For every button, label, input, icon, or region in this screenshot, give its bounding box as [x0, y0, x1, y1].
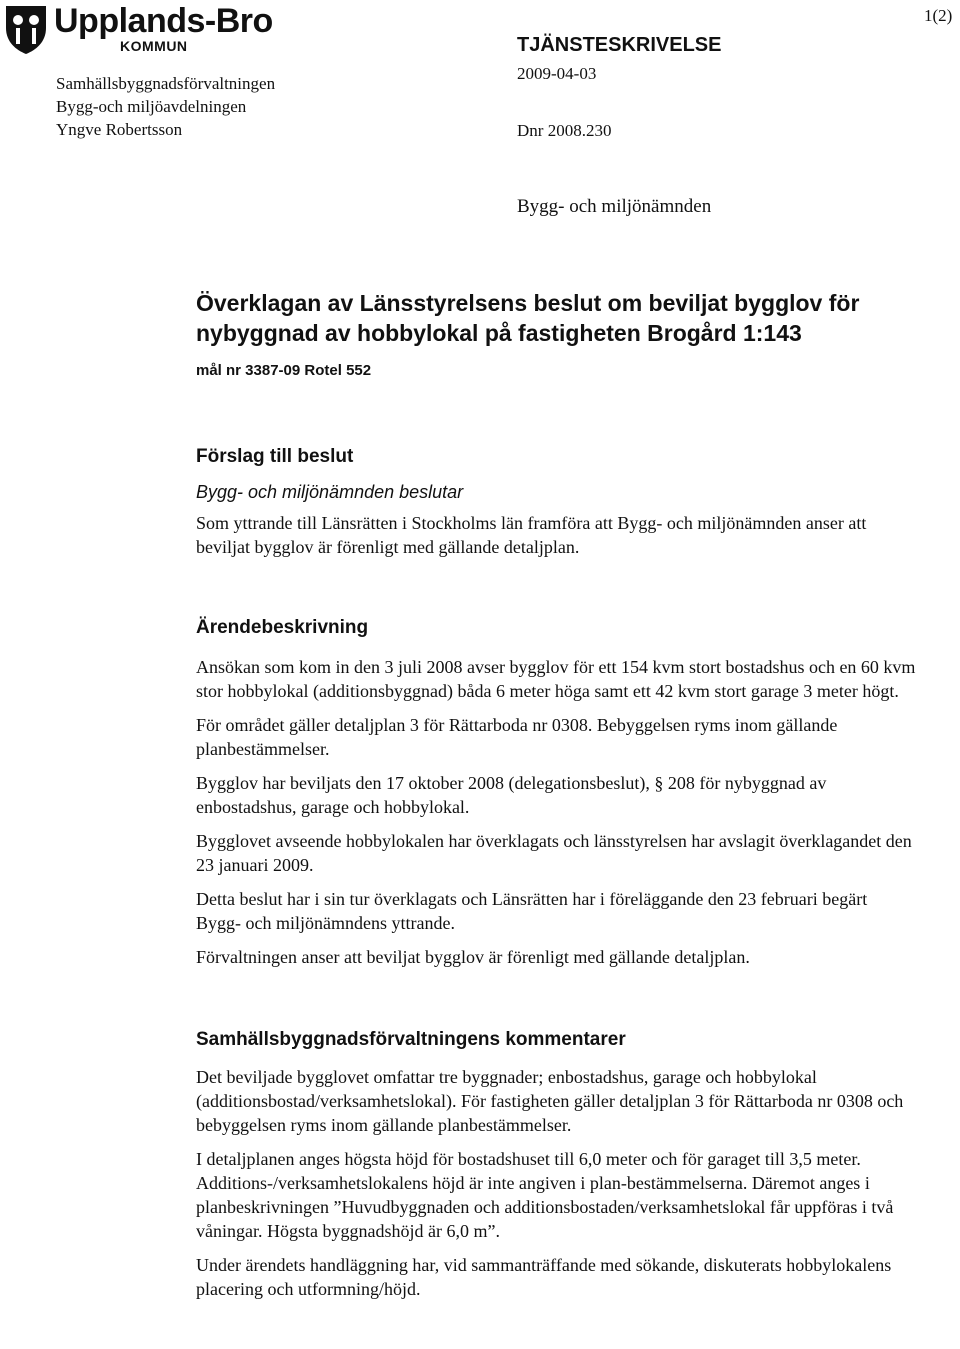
logo-subtitle: KOMMUN — [120, 38, 188, 54]
proposal-section — [196, 446, 916, 559]
logo-wordmark: Upplands-Bro — [54, 2, 273, 40]
coat-of-arms-icon — [2, 4, 50, 54]
page-number: 1(2) — [924, 6, 953, 25]
comments-paragraph: Under ärendets handläggning har, vid sammanträffande med sökande, diskuterats hobbylokalens placering och utformning/höjd. — [196, 1255, 892, 1299]
org-line: Samhällsbyggnadsförvaltningen — [56, 74, 276, 93]
description-paragraph: Detta beslut har i sin tur överklagats och Länsrätten har i föreläggande den 23 februari begärt Bygg- och miljönämndens yttrande. — [196, 889, 868, 933]
comments-paragraph: Det beviljade bygglovet omfattar tre byggnader; enbostadshus, garage och hobbylokal (additionsbostad/verksamhetslokal). För fastigheten gäller detaljplan 3 för Rättarboda nr 0308 och bebyggelsen ryms inom gällande planbestämmelser. — [196, 1067, 904, 1135]
case-number: mål nr 3387-09 Rotel 552 — [196, 362, 372, 379]
org-line: Bygg-och miljöavdelningen — [56, 97, 247, 116]
description-paragraph: För området gäller detaljplan 3 för Rättarboda nr 0308. Bebyggelsen ryms inom gällande planbestämmelser. — [196, 715, 838, 759]
title-block — [196, 288, 916, 379]
document-number: Dnr 2008.230 — [517, 121, 612, 140]
comments-heading: Samhällsbyggnadsförvaltningens kommentarer — [196, 1029, 626, 1050]
org-line: Yngve Robertsson — [56, 120, 183, 139]
document-title: Överklagan av Länsstyrelsens beslut om beviljat bygglov för nybyggnad av hobbylokal på fastigheten Brogård 1:143 — [196, 290, 860, 346]
comments-paragraph: I detaljplanen anges högsta höjd för bostadshuset till 6,0 meter och för garaget till 3,5 meter. Additions-/verksamhetslokalens höjd är inte angiven i plan-bestämmelserna. Däremot anges i planbeskrivningen ”Huvudbyggnaden och additionsbostaden/verksamhetslokal får uppföras i två våningar. Högsta byggnadshöjd är 6,0 m”. — [196, 1149, 894, 1241]
description-heading: Ärendebeskrivning — [196, 617, 369, 638]
description-section — [196, 617, 916, 969]
description-paragraph: Förvaltningen anser att beviljat bygglov är förenligt med gällande detaljplan. — [196, 947, 750, 967]
document-date: 2009-04-03 — [517, 64, 597, 83]
description-paragraph: Ansökan som kom in den 3 juli 2008 avser bygglov för ett 154 kvm stort bostadshus och en 60 kvm stor hobbylokal (additionsbyggnad) båda 6 meter höga samt ett 42 kvm stort garage 3 meter högt. — [196, 657, 916, 701]
proposal-text: Som yttrande till Länsrätten i Stockholms län framföra att Bygg- och miljönämnden anser att beviljat bygglov är förenligt med gällande detaljplan. — [196, 513, 867, 557]
municipality-logo — [0, 0, 300, 62]
recipient: Bygg- och miljönämnden — [517, 196, 712, 217]
proposal-heading: Förslag till beslut — [196, 446, 354, 467]
proposal-subheading: Bygg- och miljönämnden beslutar — [196, 482, 464, 502]
organization-block — [56, 72, 275, 141]
description-paragraph: Bygglovet avseende hobbylokalen har överklagats och länsstyrelsen har avslagit överklagandet den 23 januari 2009. — [196, 831, 912, 875]
comments-section — [196, 1029, 916, 1301]
document-type: TJÄNSTESKRIVELSE — [517, 34, 722, 56]
description-paragraph: Bygglov har beviljats den 17 oktober 2008 (delegationsbeslut), § 208 för nybyggnad av enbostadshus, garage och hobbylokal. — [196, 773, 827, 817]
